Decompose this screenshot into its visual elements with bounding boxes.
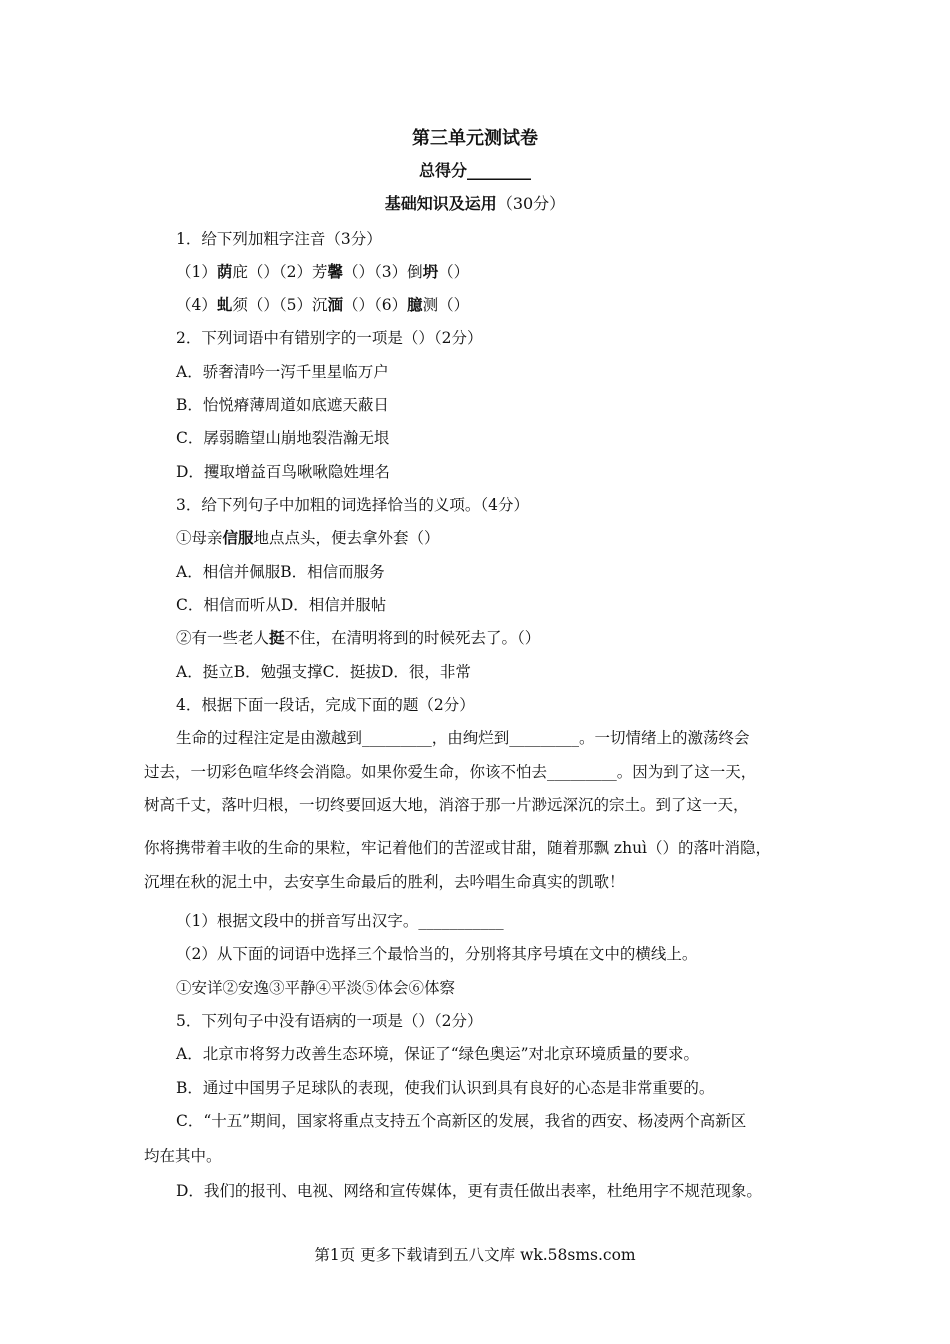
text-segment: （2）从下面的词语中选择三个最恰当的，分别将其序号填在文中的横线上。 bbox=[176, 945, 698, 963]
text-line bbox=[144, 837, 771, 859]
text-segment: 均在其中。 bbox=[144, 1147, 222, 1165]
text-segment: （1）根据文段中的拼音写出汉字。___________ bbox=[176, 912, 504, 930]
text-line bbox=[144, 761, 756, 783]
bold-character: 挺 bbox=[269, 629, 285, 647]
text-segment: 5．下列句子中没有语病的一项是（）（2分） bbox=[176, 1012, 483, 1030]
text-segment: 地点点头，便去拿外套（） bbox=[253, 529, 440, 547]
text-line bbox=[176, 327, 482, 349]
text-segment: B．怡悦瘠薄周道如底遮天蔽日 bbox=[176, 396, 389, 414]
text-line bbox=[176, 943, 697, 965]
text-line bbox=[176, 694, 475, 716]
bold-character: 湎 bbox=[327, 296, 344, 314]
text-segment: （1） bbox=[176, 263, 217, 281]
section-heading-text: 基础知识及运用 bbox=[384, 194, 497, 213]
text-segment: A．北京市将努力改善生态环境，保证了“绿色奥运”对北京环境质量的要求。 bbox=[176, 1045, 700, 1063]
text-line bbox=[176, 594, 386, 616]
text-line bbox=[176, 1110, 746, 1132]
text-segment: （） bbox=[438, 263, 470, 281]
text-segment: 生命的过程注定是由激越到_________，由绚烂到_________。一切情绪上的激荡终会 bbox=[176, 729, 750, 747]
text-segment: A．挺立B．勉强支撑C．挺拔D．很，非常 bbox=[176, 663, 471, 681]
section-heading-points: （30分） bbox=[496, 194, 566, 213]
text-segment: C．孱弱瞻望山崩地裂浩瀚无垠 bbox=[176, 429, 390, 447]
text-line bbox=[176, 461, 390, 483]
text-line bbox=[176, 1180, 762, 1202]
bold-character: 馨 bbox=[327, 263, 344, 281]
text-line bbox=[144, 794, 749, 816]
text-line bbox=[176, 1010, 482, 1032]
text-line bbox=[176, 261, 469, 283]
text-line bbox=[176, 977, 455, 999]
text-line bbox=[176, 561, 385, 583]
text-segment: （）（6） bbox=[343, 296, 408, 314]
text-segment: 沉埋在秋的泥土中，去安享生命最后的胜利，去吟唱生命真实的凯歌！ bbox=[144, 873, 625, 891]
text-line bbox=[176, 427, 389, 449]
text-segment: （）（3）倒 bbox=[343, 263, 423, 281]
section-heading bbox=[0, 191, 950, 214]
text-line bbox=[176, 1077, 714, 1099]
text-segment: C．“十五”期间，国家将重点支持五个高新区的发展，我省的西安、杨凌两个高新区 bbox=[176, 1112, 747, 1130]
text-segment: B．通过中国男子足球队的表现，使我们认识到具有良好的心态是非常重要的。 bbox=[176, 1079, 715, 1097]
text-segment: 须（）（5）沉 bbox=[232, 296, 328, 314]
text-segment: A．相信并佩服B．相信而服务 bbox=[176, 563, 385, 581]
text-line bbox=[176, 727, 750, 749]
text-segment: 3．给下列句子中加粗的词选择恰当的义项。（4分） bbox=[176, 496, 529, 514]
text-line bbox=[176, 294, 469, 316]
text-segment: D．我们的报刊、电视、网络和宣传媒体，更有责任做出表率，杜绝用字不规范现象。 bbox=[176, 1182, 762, 1200]
text-line bbox=[176, 228, 382, 250]
text-segment: 树高千丈，落叶归根，一切终要回返大地，消溶于那一片渺远深沉的宗土。到了这一天， bbox=[144, 796, 749, 814]
text-segment: 过去，一切彩色喧华终会消隐。如果你爱生命，你该不怕去_________。因为到了这一天， bbox=[144, 763, 757, 781]
page-title: 第三单元测试卷 bbox=[412, 128, 538, 149]
text-line bbox=[176, 627, 540, 649]
text-line bbox=[144, 871, 625, 893]
text-segment: C．相信而听从D．相信并服帖 bbox=[176, 596, 387, 614]
text-segment: 2．下列词语中有错别字的一项是（）（2分） bbox=[176, 329, 483, 347]
text-line bbox=[176, 361, 389, 383]
total-score-label: 总得分________ bbox=[418, 161, 531, 180]
text-segment: ①母亲 bbox=[176, 529, 223, 547]
bold-character: 坍 bbox=[422, 263, 439, 281]
text-line bbox=[176, 1043, 699, 1065]
text-segment: （4） bbox=[176, 296, 217, 314]
text-segment: 你将携带着丰收的生命的果粒，牢记着他们的苦涩或甘甜，随着那飘 zhuì（）的落叶消隐， bbox=[144, 839, 772, 857]
text-segment: D．攫取增益百鸟啾啾隐姓埋名 bbox=[176, 463, 390, 481]
text-segment: ②有一些老人 bbox=[176, 629, 270, 647]
bold-character: 臆 bbox=[407, 296, 423, 314]
text-segment: ①安详②安逸③平静④平淡⑤体会⑥体察 bbox=[176, 979, 456, 997]
bold-character: 荫 bbox=[216, 263, 233, 281]
text-line bbox=[144, 1145, 222, 1167]
text-line bbox=[176, 494, 529, 516]
text-segment: 不住，在清明将到的时候死去了。（） bbox=[284, 629, 541, 647]
page-footer: 第1页 更多下载请到五八文库 wk.58sms.com bbox=[314, 1246, 636, 1264]
text-line bbox=[176, 910, 504, 932]
text-segment: 庇（）（2）芳 bbox=[232, 263, 328, 281]
text-line bbox=[176, 661, 471, 683]
text-line bbox=[176, 394, 389, 416]
text-segment: 4．根据下面一段话，完成下面的题（2分） bbox=[176, 696, 475, 714]
text-segment: A．骄奢清吟一泻千里星临万户 bbox=[176, 363, 389, 381]
bold-character: 虬 bbox=[216, 296, 233, 314]
text-segment: 1．给下列加粗字注音（3分） bbox=[176, 230, 382, 248]
bold-character: 信服 bbox=[222, 529, 254, 547]
text-segment: 测（） bbox=[422, 296, 470, 314]
text-line bbox=[176, 527, 440, 549]
